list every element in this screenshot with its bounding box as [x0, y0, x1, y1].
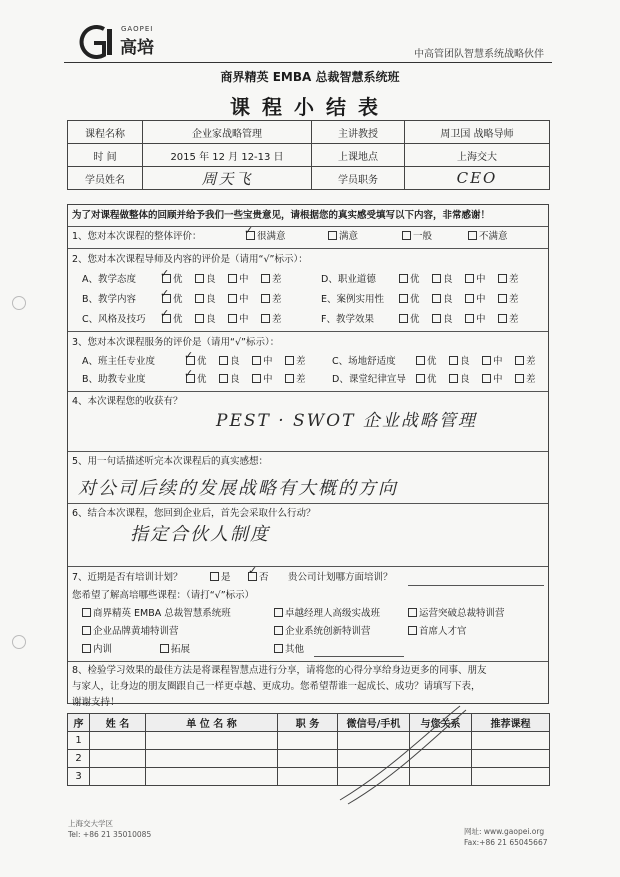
course-label: 课程名称: [68, 121, 143, 144]
q2-rating-option[interactable]: 差: [261, 271, 282, 289]
q2-rating-option[interactable]: 优: [162, 271, 183, 289]
student-value[interactable]: 周天飞: [143, 167, 312, 190]
q7-no[interactable]: 否: [248, 569, 269, 587]
q2-rating-option[interactable]: 优: [399, 311, 420, 329]
q2-item-d: D、职业道德: [321, 274, 376, 285]
q1-option-unsatisfied[interactable]: 不满意: [468, 228, 508, 246]
q2-rating-option[interactable]: 优: [399, 271, 420, 289]
q5-answer[interactable]: 对公司后续的发展战略有大概的方向: [78, 478, 398, 499]
check-mark-icon: ✓: [184, 349, 194, 362]
teacher-label: 主讲教授: [312, 121, 405, 144]
q3-rating-option[interactable]: 良: [219, 353, 240, 371]
pen-stroke-icon: [320, 700, 470, 810]
q8-text-1: 8、检验学习效果的最佳方法是将课程智慧点进行分享，请将您的心得分享给身边更多的同事、朋友: [72, 665, 487, 676]
q2-rating-option[interactable]: 差: [498, 291, 519, 309]
q3-item-a: A、班主任专业度: [82, 356, 155, 367]
q1-option-satisfied[interactable]: 满意: [328, 228, 358, 246]
questionnaire: [67, 204, 549, 708]
q3-rating-option[interactable]: 优: [416, 371, 437, 389]
q3-item-c: C、场地舒适度: [332, 356, 396, 367]
table-row[interactable]: 3: [68, 768, 550, 786]
q2-rating-option[interactable]: 中: [465, 311, 486, 329]
course-option-manager[interactable]: 卓越经理人高级实战班: [274, 605, 380, 623]
q2-item-f: F、教学效果: [321, 314, 374, 325]
course-value: 企业家战略管理: [143, 121, 312, 144]
q3-rating-option[interactable]: 良: [449, 371, 470, 389]
q2-rating-option[interactable]: 良: [195, 311, 216, 329]
check-mark-icon: ✓: [248, 564, 258, 577]
q2-rating-option[interactable]: 差: [498, 271, 519, 289]
course-option-inhouse[interactable]: 内训: [82, 641, 112, 659]
referral-table: [67, 713, 550, 786]
binder-hole: [12, 635, 26, 649]
check-mark-icon: ✓: [160, 307, 170, 320]
q2-rating-option[interactable]: 中: [465, 271, 486, 289]
course-option-outward[interactable]: 拓展: [160, 641, 190, 659]
col-relation: 与您关系: [410, 714, 472, 732]
q3-rating-option[interactable]: 中: [252, 353, 273, 371]
q2-rating-option[interactable]: 差: [261, 291, 282, 309]
q3-rating-option[interactable]: 中: [252, 371, 273, 389]
q3-rating-option[interactable]: 差: [285, 353, 306, 371]
q7-title: 7、近期是否有培训计划？: [72, 572, 183, 583]
q7-want-label: 您希望了解高培哪些课程：（请打“√”标示）: [72, 590, 255, 601]
gaopei-logo-icon: [74, 24, 124, 60]
q3-rating-option[interactable]: 中: [482, 371, 503, 389]
check-mark-icon: ✓: [160, 267, 170, 280]
q2-item-b: B、教学内容: [82, 294, 137, 305]
q2-rating-option[interactable]: 中: [228, 311, 249, 329]
table-row[interactable]: 2: [68, 750, 550, 768]
footer-fax: Fax:+86 21 65045667: [464, 838, 548, 847]
q2-rating-option[interactable]: 中: [228, 271, 249, 289]
col-wechat: 微信号/手机: [338, 714, 410, 732]
q8-text-3: 谢谢支持！: [72, 697, 120, 708]
course-option-innovation[interactable]: 企业系统创新特训营: [274, 623, 371, 641]
q2-rating-option[interactable]: 差: [261, 311, 282, 329]
q2-item-e: E、案例实用性: [321, 294, 385, 305]
q1-title: 1、您对本次课程的整体评价：: [72, 231, 202, 242]
q2-rating-option[interactable]: 优: [162, 291, 183, 309]
col-position: 职 务: [278, 714, 338, 732]
q2-item-a: A、教学态度: [82, 274, 136, 285]
form-title: 课程小结表: [230, 95, 390, 119]
place-label: 上课地点: [312, 144, 405, 167]
brand-en: GAOPEI: [121, 25, 154, 33]
program-title: 商界精英 EMBA 总裁智慧系统班: [220, 70, 400, 84]
q3-rating-option[interactable]: 优: [416, 353, 437, 371]
course-option-emba[interactable]: 商界精英 EMBA 总裁智慧系统班: [82, 605, 231, 623]
check-mark-icon: ✓: [184, 367, 194, 380]
footer-address: 上海交大学区: [68, 819, 113, 828]
q2-item-c: C、风格及技巧: [82, 314, 146, 325]
time-value: 2015 年 12 月 12-13 日: [143, 144, 312, 167]
q3-rating-option[interactable]: 优: [186, 371, 207, 389]
header-divider: [64, 62, 552, 63]
q2-rating-option[interactable]: 良: [195, 291, 216, 309]
q7-area-label: 贵公司计划哪方面培训？: [288, 572, 393, 583]
q3-rating-option[interactable]: 差: [285, 371, 306, 389]
q2-rating-option[interactable]: 中: [465, 291, 486, 309]
tagline: 中高管团队智慧系统战略伙伴: [414, 49, 544, 60]
q3-title: 3、您对本次课程服务的评价是（请用“√”标示）：: [72, 337, 280, 348]
check-mark-icon: ✓: [160, 287, 170, 300]
col-course: 推荐课程: [472, 714, 550, 732]
intro-text: 为了对课程做整体的回顾并给予我们一些宝贵意见，请根据您的真实感受填写以下内容，非常感谢！: [72, 210, 491, 221]
teacher-value: 周卫国 战略导师: [405, 121, 550, 144]
q2-rating-option[interactable]: 优: [399, 291, 420, 309]
col-name: 姓 名: [90, 714, 146, 732]
q3-item-d: D、课堂纪律宣导: [332, 374, 406, 385]
q3-rating-option[interactable]: 良: [449, 353, 470, 371]
q3-rating-option[interactable]: 优: [186, 353, 207, 371]
q1-option-average[interactable]: 一般: [402, 228, 432, 246]
table-row[interactable]: 1: [68, 732, 550, 750]
course-option-other[interactable]: 其他: [274, 641, 304, 659]
q2-rating-option[interactable]: 差: [498, 311, 519, 329]
other-field[interactable]: [314, 656, 404, 657]
time-label: 时 间: [68, 144, 143, 167]
q2-rating-option[interactable]: 优: [162, 311, 183, 329]
q8-text-2: 与家人，让身边的朋友圈跟自己一样更卓越、更成功。您希望帮谁一起成长、成功？请填写下表，: [72, 681, 481, 692]
q3-rating-option[interactable]: 良: [219, 371, 240, 389]
q2-rating-option[interactable]: 良: [432, 271, 453, 289]
q5-title: 5、用一句话描述听完本次课程后的真实感想：: [72, 456, 269, 467]
q4-title: 4、本次课程您的收获有？: [72, 396, 183, 407]
q6-title: 6、结合本次课程，您回到企业后，首先会采取什么行动？: [72, 508, 316, 519]
col-company: 单 位 名 称: [146, 714, 278, 732]
q6-answer[interactable]: 指定合伙人制度: [130, 524, 270, 545]
q4-answer[interactable]: PEST · SWOT 企业战略管理: [216, 411, 477, 431]
col-no: 序: [68, 714, 90, 732]
q7-area-field[interactable]: [408, 585, 544, 586]
student-label: 学员姓名: [68, 167, 143, 190]
footer-tel: Tel: +86 21 35010085: [68, 830, 152, 839]
q7-yes[interactable]: 是: [210, 569, 231, 587]
course-option-operations[interactable]: 运营突破总裁特训营: [408, 605, 505, 623]
q2-rating-option[interactable]: 良: [432, 311, 453, 329]
info-table: [67, 120, 550, 190]
q3-rating-option[interactable]: 差: [515, 353, 536, 371]
binder-hole: [12, 296, 26, 310]
position-value[interactable]: CEO: [405, 167, 550, 190]
q2-title: 2、您对本次课程导师及内容的评价是（请用“√”标示）：: [72, 254, 308, 265]
q2-rating-option[interactable]: 良: [432, 291, 453, 309]
q1-option-very-satisfied[interactable]: 很满意: [246, 228, 286, 246]
q2-rating-option[interactable]: 良: [195, 271, 216, 289]
check-mark-icon: ✓: [244, 224, 254, 237]
place-value: 上海交大: [405, 144, 550, 167]
brand-cn: 高培: [120, 38, 154, 58]
q3-item-b: B、助教专业度: [82, 374, 146, 385]
q3-rating-option[interactable]: 差: [515, 371, 536, 389]
q3-rating-option[interactable]: 中: [482, 353, 503, 371]
footer-web: 网址: www.gaopei.org: [464, 827, 545, 836]
q2-rating-option[interactable]: 中: [228, 291, 249, 309]
position-label: 学员职务: [312, 167, 405, 190]
course-option-brand[interactable]: 企业品牌黄埔特训营: [82, 623, 179, 641]
course-option-cto[interactable]: 首席人才官: [408, 623, 467, 641]
